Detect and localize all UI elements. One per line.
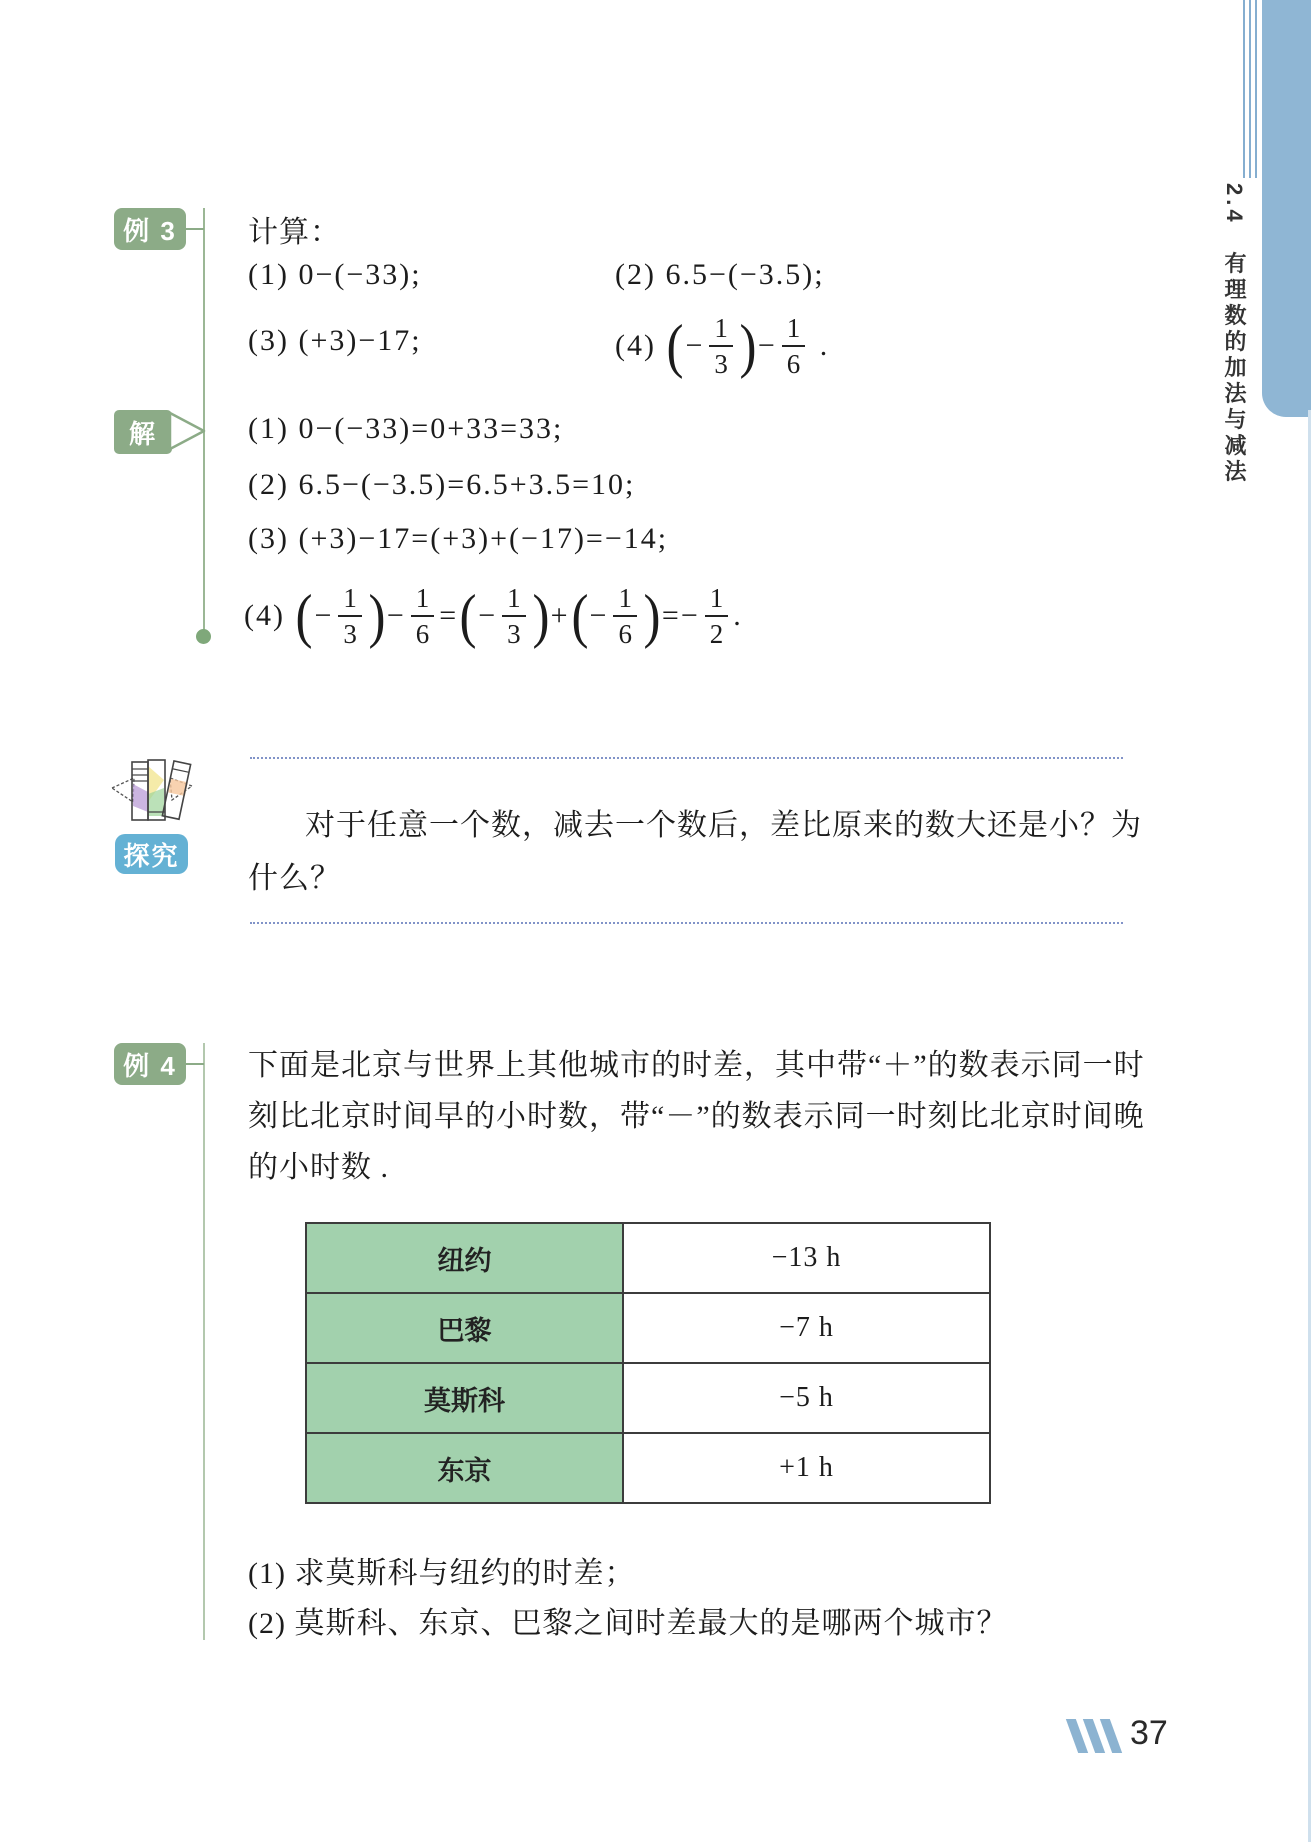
example4-connector	[184, 1063, 204, 1065]
city-cell: 纽约	[306, 1223, 623, 1293]
example4-text-line3: 的小时数 .	[248, 1151, 389, 1184]
solution-arrow-icon	[166, 408, 210, 454]
chapter-title-vertical: 2.4 有理数的加法与减法	[1222, 183, 1247, 486]
example3-problem-3: (3) (+3)−17;	[248, 324, 422, 357]
decorative-lines	[1243, 0, 1257, 178]
example4-question-1: (1) 求莫斯科与纽约的时差；	[248, 1557, 636, 1590]
page-number-slashes-icon	[1072, 1719, 1116, 1753]
offset-cell: +1 h	[623, 1433, 990, 1503]
offset-cell: −13 h	[623, 1223, 990, 1293]
example4-badge: 例 4	[114, 1043, 186, 1085]
example4-guide-line	[203, 1043, 205, 1640]
solution-line-1: (1) 0−(−33)=0+33=33;	[248, 412, 564, 445]
example4-text-line1: 下面是北京与世界上其他城市的时差，其中带“＋”的数表示同一时	[248, 1049, 1145, 1082]
table-row	[306, 1363, 990, 1433]
explore-text-line2: 什么？	[248, 862, 341, 895]
explore-text-line1: 对于任意一个数，减去一个数后，差比原来的数大还是小？为	[305, 809, 1142, 842]
example3-connector	[184, 228, 204, 230]
chapter-tab-bar	[1262, 0, 1311, 417]
city-cell: 巴黎	[306, 1293, 623, 1363]
example3-problem-1: (1) 0−(−33);	[248, 258, 422, 291]
page-number: 37	[1130, 1714, 1168, 1752]
example3-problem-4: (4) ( − $\frac{1}{3}$ ) − $\frac{1}{6}$ .	[615, 312, 830, 379]
example3-problem-2: (2) 6.5−(−3.5);	[615, 258, 825, 291]
solution-badge: 解	[114, 410, 172, 454]
solution-line-4: (4) ( − $\frac{1}{3}$ ) − $\frac{1}{6}$ = ( − $\frac{1}{3}$ ) + ( − $\frac{1}{6}$ ) =− $\frac{1}{2}$ .	[244, 582, 743, 649]
example4-question-2: (2) 莫斯科、东京、巴黎之间时差最大的是哪两个城市？	[248, 1607, 1008, 1640]
explore-divider-top	[250, 757, 1123, 759]
books-icon	[106, 754, 198, 830]
example3-badge: 例 3	[114, 208, 186, 250]
city-cell: 莫斯科	[306, 1363, 623, 1433]
offset-cell: −7 h	[623, 1293, 990, 1363]
city-cell: 东京	[306, 1433, 623, 1503]
table-row	[306, 1293, 990, 1363]
example3-prompt: 计算：	[248, 216, 341, 249]
explore-badge: 探究	[115, 834, 188, 874]
solution-line-3: (3) (+3)−17=(+3)+(−17)=−14;	[248, 522, 669, 555]
explore-divider-bottom	[250, 922, 1123, 924]
solution-line-2: (2) 6.5−(−3.5)=6.5+3.5=10;	[248, 468, 636, 501]
time-difference-table	[305, 1222, 991, 1504]
offset-cell: −5 h	[623, 1363, 990, 1433]
example4-text-line2: 刻比北京时间早的小时数，带“－”的数表示同一时刻比北京时间晚	[248, 1100, 1145, 1133]
table-row	[306, 1433, 990, 1503]
guide-line-end-dot	[196, 629, 211, 644]
table-row	[306, 1223, 990, 1293]
